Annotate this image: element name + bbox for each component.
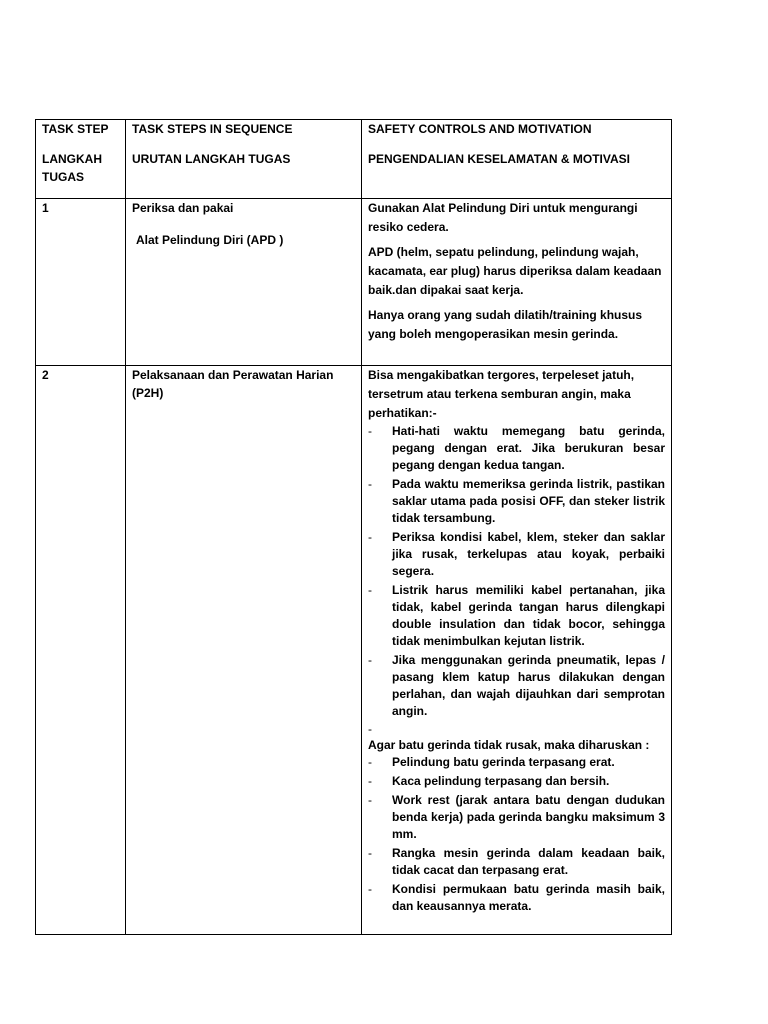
safety-controls-cell [362, 199, 672, 366]
step-number: 2 [36, 366, 126, 935]
header-safety-controls-en: SAFETY CONTROLS AND MOTIVATION [368, 122, 592, 136]
list-item: - Periksa kondisi kabel, klem, steker dan saklar jika rusak, terkelupas atau koyak, perbaiki segera. [368, 529, 665, 580]
control-list [368, 423, 665, 720]
task-step-text: Periksa dan pakai [132, 201, 234, 215]
job-safety-analysis-table [35, 119, 672, 935]
safety-controls-cell [362, 366, 672, 935]
step-number: 1 [36, 199, 126, 366]
list-item: - Kondisi permukaan batu gerinda masih baik, dan keausannya merata. [368, 881, 665, 915]
task-step-cell [126, 366, 362, 935]
control-paragraph: Gunakan Alat Pelindung Diri untuk mengurangi resiko cedera. [368, 201, 638, 234]
list-item: - Work rest (jarak antara batu dengan dudukan benda kerja) pada gerinda bangku maksimum 3 mm. [368, 792, 665, 843]
task-step-cell [126, 199, 362, 366]
header-task-sequence [126, 120, 362, 199]
control-intro: Bisa mengakibatkan tergores, terpeleset jatuh, tersetrum atau terkena semburan angin, maka perhatikan:- [368, 368, 635, 420]
control-paragraph: APD (helm, sepatu pelindung, pelindung wajah, kacamata, ear plug) harus diperiksa dalam keadaan baik.dan dipakai saat kerja. [368, 245, 662, 297]
control-intro: Agar batu gerinda tidak rusak, maka diharuskan : [368, 738, 650, 752]
header-task-step-id: LANGKAH TUGAS [42, 152, 102, 184]
empty-list-dash: - [368, 722, 372, 736]
task-step-text: Alat Pelindung Diri (APD ) [136, 233, 284, 247]
list-item: - Pelindung batu gerinda terpasang erat. [368, 754, 665, 771]
header-task-sequence-en: TASK STEPS IN SEQUENCE [132, 122, 293, 136]
list-item: - Listrik harus memiliki kabel pertanahan, jika tidak, kabel gerinda tangan harus dilengkapi double insulation dan tidak bocor, sehingga tidak menimbulkan kejutan listrik. [368, 582, 665, 650]
header-task-step [36, 120, 126, 199]
list-item: - Hati-hati waktu memegang batu gerinda, pegang dengan erat. Jika berukuran besar pegang dengan kedua tangan. [368, 423, 665, 474]
header-task-sequence-id: URUTAN LANGKAH TUGAS [132, 152, 291, 166]
header-safety-controls [362, 120, 672, 199]
table-row [36, 199, 672, 366]
list-item: - Rangka mesin gerinda dalam keadaan baik, tidak cacat dan terpasang erat. [368, 845, 665, 879]
header-safety-controls-id: PENGENDALIAN KESELAMATAN & MOTIVASI [368, 152, 631, 166]
list-item: - Kaca pelindung terpasang dan bersih. [368, 773, 665, 790]
table-row [36, 366, 672, 935]
control-paragraph: Hanya orang yang sudah dilatih/training khusus yang boleh mengoperasikan mesin gerinda. [368, 308, 643, 341]
table-header-row [36, 120, 672, 199]
list-item: - Pada waktu memeriksa gerinda listrik, pastikan saklar utama pada posisi OFF, dan steker listrik tidak tersambung. [368, 476, 665, 527]
header-task-step-en: TASK STEP [42, 122, 109, 136]
list-item: - Jika menggunakan gerinda pneumatik, lepas / pasang klem katup harus dilakukan dengan perlahan, dan wajah dijauhkan dari semprotan angin. [368, 652, 665, 720]
control-list [368, 754, 665, 915]
task-step-text: Pelaksanaan dan Perawatan Harian (P2H) [132, 368, 334, 400]
